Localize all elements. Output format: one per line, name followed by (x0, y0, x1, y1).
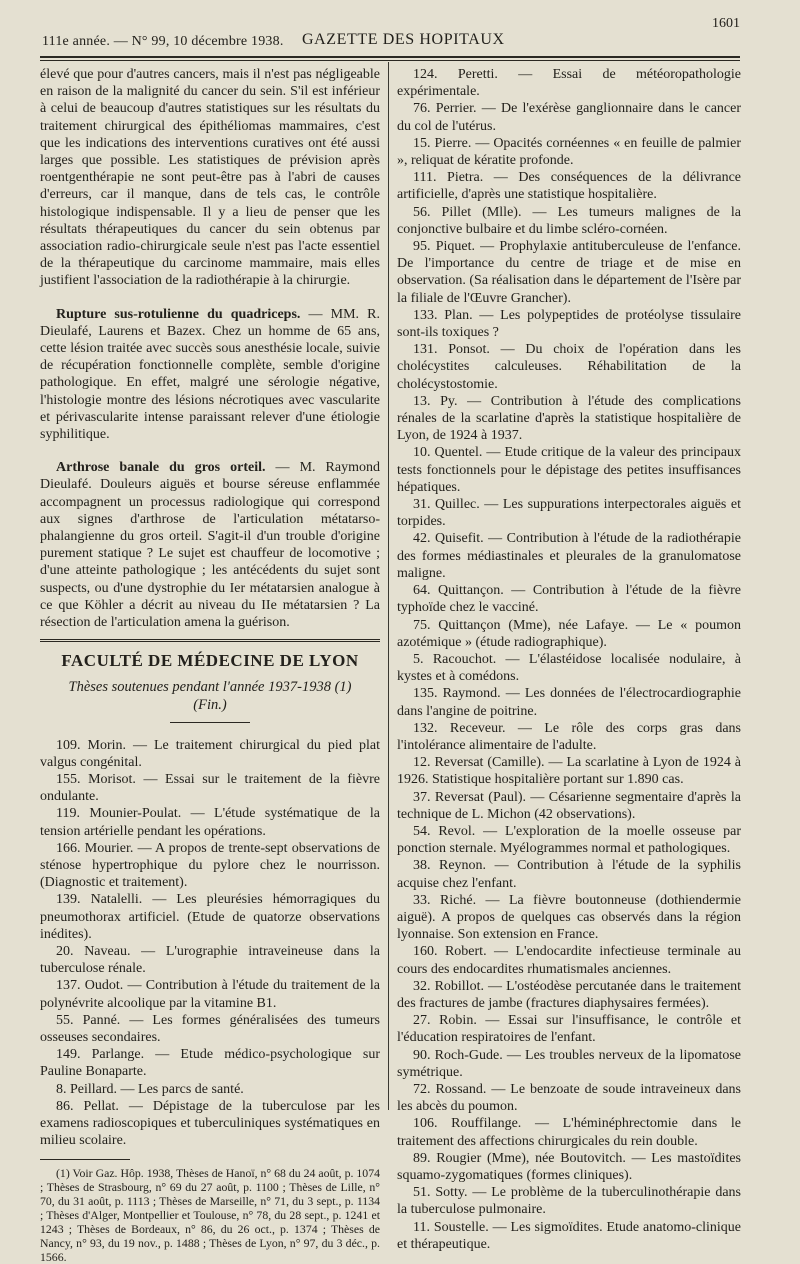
faculty-subtitle-line: Thèses soutenues pendant l'année 1937-1938 (1) (68, 678, 352, 695)
thesis-entry: 111. Pietra. — Des conséquences de la délivrance artificielle, d'après une statistique hospitalière. (397, 170, 741, 203)
issue-info: 111e année. — N° 99, 10 décembre 1938. (42, 34, 284, 49)
arthrose-title: Arthrose banale du gros orteil. (56, 460, 266, 476)
thesis-entry: 160. Robert. — L'endocardite infectieuse terminale au cours des endocardites rhumatismales anciennes. (397, 944, 741, 977)
thesis-entry: 106. Rouffilange. — L'héminéphrectomie dans le traitement des affections chirurgicales du rein double. (397, 1116, 741, 1149)
column-divider (388, 62, 389, 1110)
thesis-entry: 89. Rougier (Mme), née Boutovitch. — Les mastoïdites squamo-zygomatiques (formes cliniques). (397, 1150, 741, 1183)
left-column (40, 66, 381, 1264)
rupture-text: — MM. R. Dieulafé, Laurens et Bazex. Chez un homme de 65 ans, cette lésion traitée avec succès sous anesthésie locale, suivie de récupération fonctionnelle complète, semble d'origine pathologique. En effet, malgré une sérologie négative, l'histologie montre des lésions nécrotiques avec vascularite et périvascularite intense paraissant relever d'une étiologie syphilitique. (40, 306, 381, 443)
thesis-entry: 20. Naveau. — L'urographie intraveineuse dans la tuberculose rénale. (40, 943, 380, 977)
thesis-entry: 119. Mounier-Poulat. — L'étude systématique de la tension artérielle pendant les opérations. (40, 806, 380, 839)
thesis-entry: 133. Plan. — Les polypeptides de protéolyse tissulaire sont-ils toxiques ? (397, 307, 741, 341)
left-theses-list (40, 737, 380, 1150)
thesis-entry: 38. Reynon. — Contribution à l'étude de la syphilis acquise chez l'enfant. (397, 858, 741, 891)
arthrose-text: — M. Raymond Dieulafé. Douleurs aiguës et bourse séreuse enflammée accompagnent un processus radiologique qui correspond aux signes d'arthrose de l'articulation métatarso-phalangienne du gros orteil. S'agit-il d'un trouble d'origine purement statique ? Le sujet est chauffeur de locomotive ; d'une atteinte pathologique ; les antécédents du sujet sont suspects, ou d'une dystrophie du Ier métatarsien analogue à ce que Köhler a décrit au niveau du IIe métatarsien ? La résection de l'articulation amena la guérison. (40, 460, 381, 631)
thesis-entry: 8. Peillard. — Les parcs de santé. (56, 1081, 244, 1097)
rupture-section (40, 306, 380, 444)
faculty-subtitle (40, 678, 380, 714)
arthrose-section (40, 459, 380, 631)
right-column (397, 66, 741, 1252)
faculty-rule (170, 722, 250, 723)
thesis-entry: 37. Reversat (Paul). — Césarienne segmentaire d'après la technique de L. Michon (42 observations). (397, 789, 741, 822)
section-divider (40, 639, 380, 642)
thesis-entry: 109. Morin. — Le traitement chirurgical du pied plat valgus congénital. (40, 737, 380, 770)
thesis-entry: 90. Roch-Gude. — Les troubles nerveux de la lipomatose symétrique. (397, 1047, 741, 1080)
thesis-entry: 55. Panné. — Les formes généralisées des tumeurs osseuses secondaires. (40, 1012, 380, 1045)
header-rule-thin (40, 60, 740, 61)
thesis-entry: 32. Robillot. — L'ostéodèse percutanée dans le traitement des fractures de jambe (fractures diaphysaires fermées). (397, 978, 741, 1011)
page-number: 1601 (712, 16, 740, 31)
thesis-entry: 31. Quillec. — Les suppurations interpectorales aiguës et torpides. (397, 497, 741, 530)
thesis-entry: 124. Peretti. — Essai de météoropathologie expérimentale. (397, 67, 741, 100)
thesis-entry: 75. Quittançon (Mme), née Lafaye. — Le « poumon azotémique » (étude radiographique). (397, 617, 741, 650)
thesis-entry: 51. Sotty. — Le problème de la tuberculinothérapie dans la tuberculose pulmonaire. (397, 1185, 741, 1218)
right-theses-list (397, 66, 741, 1253)
thesis-entry: 10. Quentel. — Etude critique de la valeur des principaux tests fonctionnels pour le dépistage des petites insuffisances hépatiques. (397, 445, 741, 495)
thesis-entry: 86. Pellat. — Dépistage de la tuberculose par les examens radioscopiques et tuberculiniques systématiques en milieu scolaire. (40, 1098, 380, 1149)
intro-paragraph: élevé que pour d'autres cancers, mais il n'est pas négligeable en raison de la malignité du cancer du sein. S'il est inférieur à celui de beaucoup d'autres statistiques sur les résultats du traitement chirurgical des épithéliomas mammaires, c'est que les indications des interventions curatives ont été aussi larges que possible. Les statistiques de prévision après roentgenthérapie ne sont peut-être pas à l'abri de causes d'erreurs, car il manque, dans de tels cas, le contrôle histologique indispensable. Il y a lieu de penser que les résultats thérapeutiques du cancer du sein obtenus par association radio-chirurgicale seule n'est pas l'acte essentiel de la thérapeutique du carcinome mammaire, mais elles justifient l'association de la radiothérapie à la chirurgie. (40, 67, 380, 289)
page-header (36, 14, 740, 60)
faculty-title: FACULTÉ DE MÉDECINE DE LYON (61, 651, 359, 671)
thesis-entry: 56. Pillet (Mlle). — Les tumeurs malignes de la conjonctive bulbaire et du limbe scléro-cornéen. (397, 204, 741, 237)
thesis-entry: 76. Perrier. — De l'exérèse ganglionnaire dans le cancer du col de l'utérus. (397, 101, 741, 134)
thesis-entry: 149. Parlange. — Etude médico-psychologique sur Pauline Bonaparte. (40, 1047, 380, 1080)
thesis-entry: 27. Robin. — Essai sur l'insuffisance, le contrôle et l'éducation respiratoires de l'enfant. (397, 1013, 741, 1046)
thesis-entry: 11. Soustelle. — Les sigmoïdites. Etude anatomo-clinique et thérapeutique. (397, 1219, 741, 1252)
thesis-entry: 42. Quisefit. — Contribution à l'étude de la radiothérapie des formes médiastinales et pleurales de la granulomatose maligne. (397, 531, 741, 581)
thesis-entry: 64. Quittançon. — Contribution à l'étude de la fièvre typhoïde chez le vacciné. (397, 583, 741, 616)
thesis-entry: 13. Py. — Contribution à l'étude des complications rénales de la scarlatine d'après la statistique hospitalière de Lyon, de 1924 à 1937. (397, 393, 741, 444)
thesis-entry: 95. Piquet. — Prophylaxie antituberculeuse de l'enfance. De l'importance du centre de triage et de mise en observation. (Sa réalisation dans le département de l'Isère par la filiale de l'Œuvre Grancher). (397, 239, 741, 306)
thesis-entry: 131. Ponsot. — Du choix de l'opération dans les cholécystites calculeuses. Réhabilitation de la cholécystostomie. (397, 342, 741, 392)
thesis-entry: 72. Rossand. — Le benzoate de soude intraveineux dans les abcès du poumon. (397, 1081, 741, 1115)
footnote: (1) Voir Gaz. Hôp. 1938, Thèses de Hanoï, n° 68 du 24 août, p. 1074 ; Thèses de Strasbourg, n° 69 du 27 août, p. 1100 ; Thèses de Lille, n° 70, du 31 août, p. 1113 ; Thèses de Marseille, n° 71, du 3 sept., p. 1134 ; Thèses d'Alger, Montpellier et Toulouse, n° 78, du 28 sept., p. 1241 et 1243 ; Thèses de Bordeaux, n° 86, du 26 oct., p. 1374 ; Thèses de Nancy, n° 93, du 19 nov., p. 1488 ; Thèses de Lyon, n° 97, du 3 déc., p. 1566. (40, 1166, 380, 1264)
thesis-entry: 135. Raymond. — Les données de l'électrocardiographie dans l'angine de poitrine. (397, 686, 741, 719)
thesis-entry: 12. Reversat (Camille). — La scarlatine à Lyon de 1924 à 1926. Statistique hospitalière portant sur 1.890 cas. (397, 755, 741, 788)
thesis-entry: 54. Revol. — L'exploration de la moelle osseuse par ponction sternale. Myélogrammes normal et pathologiques. (397, 823, 741, 857)
thesis-entry: 137. Oudot. — Contribution à l'étude du traitement de la polynévrite alcoolique par la vitamine B1. (40, 978, 380, 1011)
thesis-entry: 155. Morisot. — Essai sur le traitement de la fièvre ondulante. (40, 771, 380, 805)
thesis-entry: 139. Natalelli. — Les pleurésies hémorragiques du pneumothorax artificiel. (Etude de quatorze observations inédites). (40, 892, 380, 942)
thesis-entry: 132. Receveur. — Le rôle des corps gras dans l'intolérance alimentaire de l'adulte. (397, 720, 741, 753)
thesis-entry: 166. Mourier. — A propos de trente-sept observations de sténose hypertrophique du pylore chez le nourrisson. (Diagnostic et traitement). (40, 840, 380, 891)
thesis-entry: 15. Pierre. — Opacités cornéennes « en feuille de palmier », reliquat de kératite profonde. (397, 135, 741, 169)
rupture-title: Rupture sus-rotulienne du quadriceps. (56, 306, 301, 322)
faculty-subtitle-fin: (Fin.) (193, 696, 227, 713)
journal-title: GAZETTE DES HOPITAUX (302, 31, 505, 48)
header-rule (40, 56, 740, 58)
footnote-rule (40, 1159, 130, 1160)
thesis-entry: 5. Racouchot. — L'élastéidose localisée nodulaire, à kystes et à comédons. (397, 651, 741, 685)
thesis-entry: 33. Riché. — La fièvre boutonneuse (dothiendermie aiguë). A propos de quelques cas observés dans la région lyonnaise. Son extension en France. (397, 892, 741, 943)
